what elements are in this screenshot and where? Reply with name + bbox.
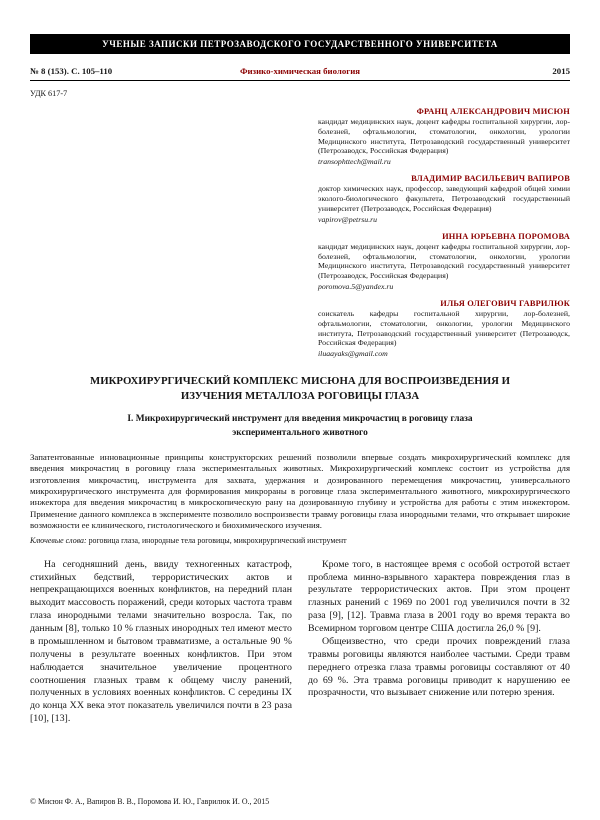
journal-banner: УЧЕНЫЕ ЗАПИСКИ ПЕТРОЗАВОДСКОГО ГОСУДАРСТВЕННОГО УНИВЕРСИТЕТА xyxy=(30,34,570,54)
paragraph: На сегодняшний день, ввиду техногенных катастроф, стихийных бедствий, террористических актов и непрекращающихся военных конфликтов, на передний план выходит массовость поражений, среди которых частота травм глаза инородными телами значительно возросла. Так, по данным [8], только 10 % глазных инородных тел имеют место в промышленном и бытовом травматизме, а остальные 90 % получены в результате военных конфликтов. При этом наблюдается значительное увеличение процентного соотношения глазных травм к общему числу ранений, полученных в условиях военных конфликтов. С середины IX до конца XX века этот показатель увеличился почти в 23 раза [10], [13]. xyxy=(30,558,292,725)
author-block xyxy=(318,232,570,291)
body-columns xyxy=(30,559,570,726)
article-title: МИКРОХИРУРГИЧЕСКИЙ КОМПЛЕКС МИСЮНА ДЛЯ ВОСПРОИЗВЕДЕНИЯ И ИЗУЧЕНИЯ МЕТАЛЛОЗА РОГОВИЦЫ ГЛАЗА xyxy=(90,375,510,403)
author-affiliation: кандидат медицинских наук, доцент кафедры госпитальной хирургии, лор-болезней, офтальмологии, стоматологии, онкологии, урологии Медицинского института, Петрозаводский государственный университет (Петрозаводск, Российская Федерация) xyxy=(318,117,570,156)
keywords-label: Ключевые слова: xyxy=(30,535,87,545)
author-block xyxy=(318,299,570,358)
issue-meta-row xyxy=(30,66,570,81)
author-email: vapirov@petrsu.ru xyxy=(318,214,378,224)
article-subtitle: I. Микрохирургический инструмент для введения микрочастиц в роговицу глаза экспериментального животного xyxy=(127,414,473,438)
copyright-line: © Мисюн Ф. А., Вапиров В. В., Поромова И. Ю., Гаврилюк И. О., 2015 xyxy=(30,797,270,806)
author-email: transophttech@mail.ru xyxy=(318,157,391,167)
author-name: ИННА ЮРЬЕВНА ПОРОМОВА xyxy=(442,231,570,241)
author-name: ИЛЬЯ ОЛЕГОВИЧ ГАВРИЛЮК xyxy=(440,298,570,308)
body-left-column xyxy=(30,559,292,726)
author-name: ВЛАДИМИР ВАСИЛЬЕВИЧ ВАПИРОВ xyxy=(411,174,570,184)
author-affiliation: кандидат медицинских наук, доцент кафедры госпитальной хирургии, лор-болезней, офтальмологии, стоматологии, онкологии, урологии Медицинского института, Петрозаводский государственный университет (Петрозаводск, Российская Федерация) xyxy=(318,241,570,281)
issue-pages: № 8 (153). С. 105–110 xyxy=(30,66,113,76)
authors-list xyxy=(318,107,570,358)
paragraph: Общеизвестно, что среди прочих повреждений глаза травмы роговицы являются наиболее частыми. Среди травм переднего отрезка глаза травмы роговицы составляют от 40 до 69 %. Эта травма роговицы приводит к нарушению ее прозрачности, что вызывает снижение или потерю зрения. xyxy=(308,635,570,699)
keywords-line xyxy=(30,536,570,545)
author-block xyxy=(318,174,570,223)
body-right-column xyxy=(308,559,570,726)
udc-label: УДК 617-7 xyxy=(30,89,68,98)
author-email: poromova.5@yandex.ru xyxy=(318,281,394,291)
abstract-text: Запатентованные инновационные принципы конструкторских решений позволили впервые создать микрохирургический комплекс для введения микрочастиц в роговицу глаза экспериментальных животных. Микрохирургический комплекс состоит из устройства для изготовления микрочастиц, инструмента для захвата, удержания и дозированного перемещения микрочастиц, универсального микрохирургического инструмента для формирования микрораны в роговице глаза экспериментального животного, микрохирургического инжектора для введения микрочастиц в микроскопическую рану на дозированную глубину и устройства для работы с этим инжектором. Применение данного комплекса в эксперименте позволило воспроизвести травму роговицы глаза инородными телами, что открывает широкие возможности ее клинического, гистологического и биохимического изучения. xyxy=(30,451,570,531)
section-label: Физико-химическая биология xyxy=(239,66,361,76)
keywords-text: роговица глаза, инородные тела роговицы, микрохирургический инструмент xyxy=(88,535,347,545)
author-email: iluaayaks@gmail.com xyxy=(318,349,388,359)
author-affiliation: доктор химических наук, профессор, заведующий кафедрой общей химии эколого-биологического факультета, Петрозаводский государственный университет (Петрозаводск, Российская Федерация) xyxy=(318,184,570,213)
year-label: 2015 xyxy=(552,66,570,76)
author-block xyxy=(318,107,570,166)
author-name: ФРАНЦ АЛЕКСАНДРОВИЧ МИСЮН xyxy=(416,107,570,116)
paragraph: Кроме того, в настоящее время с особой остротой встает проблема минно-взрывного характера повреждения глаз в результате террористических актов. При этом процент глазных ранений с 1969 по 2001 год увеличился почти в 32 раза [9], [12]. Травма глаза в 2001 году во время теракта во Всемирном торговом центре США достигла 26,0 % [9]. xyxy=(308,558,570,635)
author-affiliation: соискатель кафедры госпитальной хирургии, лор-болезней, офтальмологии, стоматологии, онкологии, урологии Медицинского института, Петрозаводский государственный университет (Петрозаводск, Российская Федерация) xyxy=(318,308,570,348)
